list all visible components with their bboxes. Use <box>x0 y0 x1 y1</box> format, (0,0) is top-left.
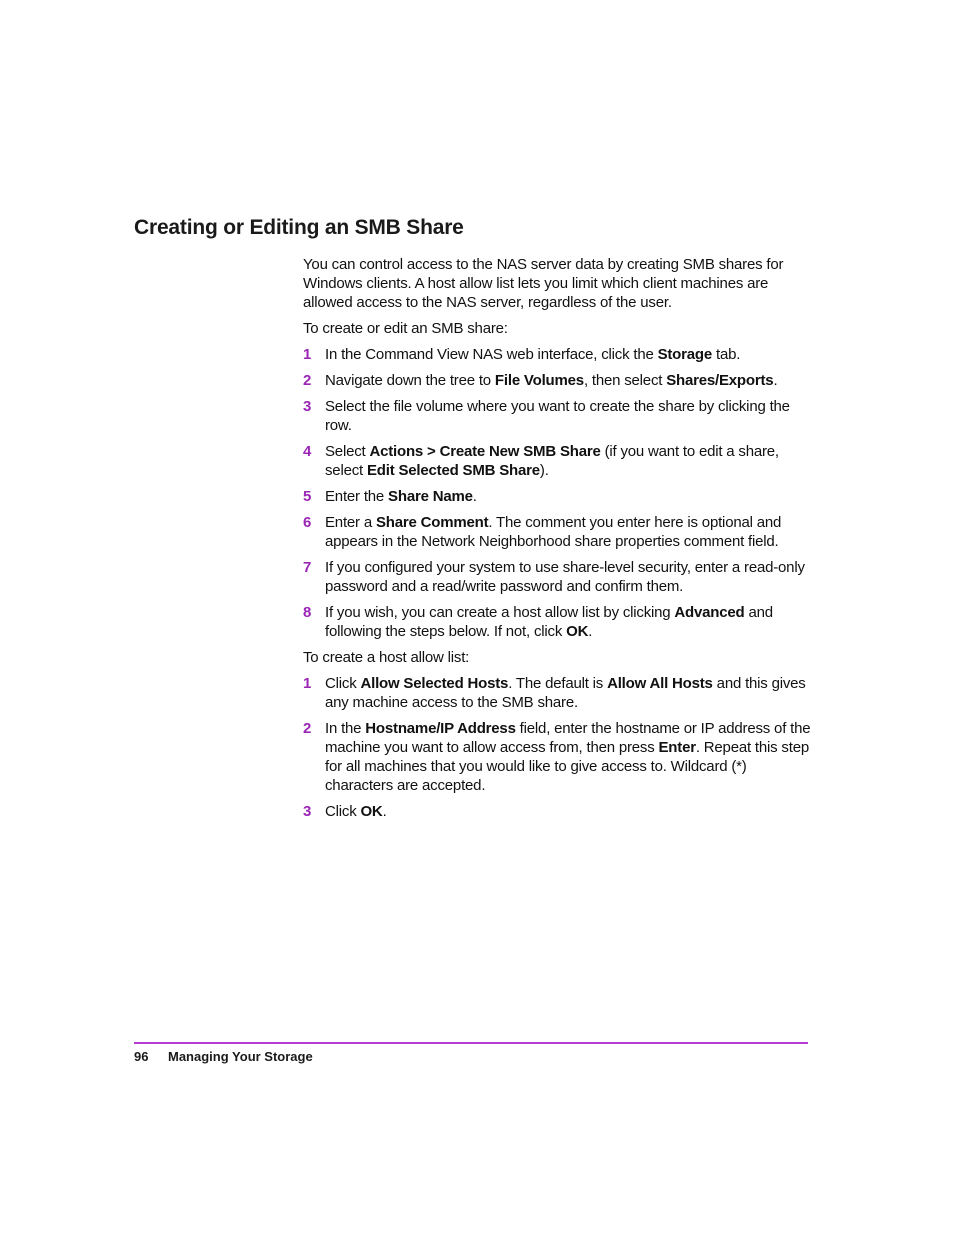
ui-term: OK <box>566 623 589 640</box>
step-text-run: . <box>773 372 778 389</box>
step-text-run: and this gives any machine access to the SMB share. <box>325 675 806 711</box>
list-item <box>303 558 813 596</box>
ui-term: Share Comment <box>375 514 489 531</box>
step-number: 3 <box>303 803 312 820</box>
step-text-run: In the <box>325 720 366 737</box>
host-allow-heading: To create a host allow list: <box>303 649 470 666</box>
step-text-run: . The comment you enter here is optional and appears in the Network Neighborhood share properties comment field. <box>325 514 782 550</box>
list-item <box>303 397 813 435</box>
step-number: 2 <box>303 720 312 737</box>
step-text-run: ). <box>539 462 549 479</box>
ui-term: Allow All Hosts <box>607 675 713 692</box>
list-item <box>303 345 813 364</box>
ui-term: File Volumes <box>494 372 584 389</box>
list-item <box>303 513 813 551</box>
step-number: 1 <box>303 346 312 363</box>
step-text-run: In the Command View NAS web interface, click the <box>325 346 658 363</box>
step-text-run: Enter a <box>325 514 376 531</box>
step-text-run: Navigate down the tree to <box>325 372 495 389</box>
main-content <box>303 255 813 828</box>
step-text <box>325 720 810 794</box>
step-text <box>325 675 806 711</box>
step-text-run: and following the steps below. If not, click <box>325 604 773 640</box>
step-text-run: Enter the <box>325 488 389 505</box>
ui-term: Share Name <box>388 488 473 505</box>
list-item <box>303 603 813 641</box>
step-text <box>325 372 777 389</box>
step-text <box>325 398 790 434</box>
list-item <box>303 442 813 480</box>
step-text-run: . <box>382 803 387 820</box>
list-item <box>303 487 813 506</box>
page-number: 96 <box>134 1049 149 1064</box>
step-text-run: tab. <box>712 346 741 363</box>
step-number: 3 <box>303 398 312 415</box>
list-item <box>303 802 813 821</box>
step-number: 1 <box>303 675 312 692</box>
footer-divider <box>134 1042 808 1044</box>
step-text-run: Select the file volume where you want to create the share by clicking the row. <box>325 398 790 434</box>
step-text-run: Select <box>325 443 370 460</box>
page-footer <box>134 1049 313 1064</box>
step-text-run: . Repeat this step for all machines that you would like to give access to. Wildcard (*) characters are accepted. <box>325 739 809 794</box>
ui-term: Shares/Exports <box>666 372 774 389</box>
step-text <box>325 443 779 479</box>
ui-term: Hostname/IP Address <box>365 720 516 737</box>
step-text-run: field, enter the hostname or IP address of the machine you want to allow access from, then press <box>325 720 811 756</box>
step-number: 4 <box>303 443 312 460</box>
step-text-run: If you wish, you can create a host allow list by clicking <box>325 604 675 621</box>
step-text-run: . <box>472 488 477 505</box>
step-text <box>325 346 740 363</box>
step-text-run: . <box>588 623 593 640</box>
intro-paragraph: You can control access to the NAS server data by creating SMB shares for Windows clients. A host allow list lets you limit which client machines are allowed access to the NAS server, regardless of the user. <box>303 256 784 311</box>
list-item <box>303 371 813 390</box>
chapter-title: Managing Your Storage <box>168 1049 313 1064</box>
ui-term: Allow Selected Hosts <box>360 675 509 692</box>
create-edit-steps-list <box>303 345 813 641</box>
step-number: 5 <box>303 488 312 505</box>
host-allow-steps-list <box>303 674 813 821</box>
step-number: 7 <box>303 559 312 576</box>
step-text <box>325 803 387 820</box>
step-text <box>325 514 781 550</box>
step-number: 6 <box>303 514 312 531</box>
step-text <box>325 488 477 505</box>
ui-term: Advanced <box>674 604 745 621</box>
create-edit-heading: To create or edit an SMB share: <box>303 320 508 337</box>
step-text-run: , then select <box>583 372 667 389</box>
page-title: Creating or Editing an SMB Share <box>134 216 464 239</box>
step-text <box>325 604 773 640</box>
ui-term: Actions > Create New SMB Share <box>369 443 601 460</box>
step-number: 8 <box>303 604 312 621</box>
step-text-run: . The default is <box>508 675 608 692</box>
ui-term: OK <box>360 803 383 820</box>
list-item <box>303 719 813 795</box>
step-text-run: Click <box>325 803 361 820</box>
step-text-run: Click <box>325 675 361 692</box>
step-number: 2 <box>303 372 312 389</box>
step-text-run: (if you want to edit a share, select <box>325 443 779 479</box>
ui-term: Enter <box>658 739 696 756</box>
ui-term: Edit Selected SMB Share <box>366 462 540 479</box>
ui-term: Storage <box>657 346 713 363</box>
list-item <box>303 674 813 712</box>
step-text-run: If you configured your system to use share-level security, enter a read-only password and a read/write password and confirm them. <box>325 559 805 595</box>
step-text <box>325 559 805 595</box>
